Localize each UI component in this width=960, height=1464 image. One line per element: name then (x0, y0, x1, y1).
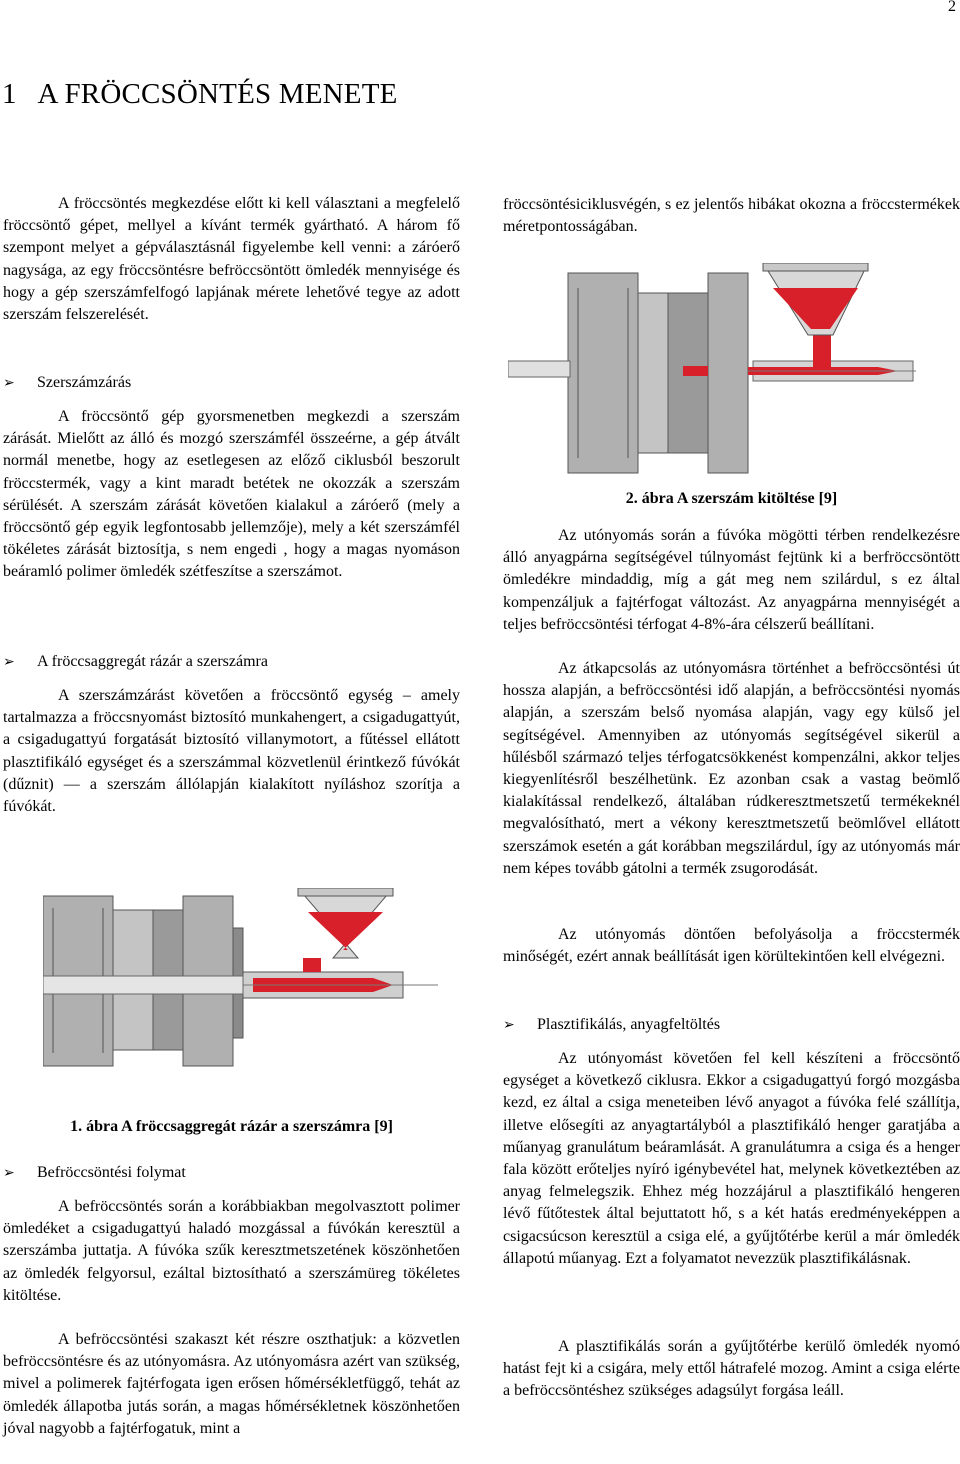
bullet-heading: A fröccsaggregát rázár a szerszámra (37, 653, 268, 670)
figure-1-caption: 1. ábra A fröccsaggregát rázár a szerszámra [9] (70, 1118, 393, 1135)
arrow-bullet-icon: ➢ (503, 1017, 515, 1033)
right-paragraph-atkapcsolas: Az átkapcsolás az utónyomásra történhet a befröccsöntési út hossza alapján, a befröccsöntési idő alapján, a befröccsöntési nyomás alapján, a szerszám belső nyomása alapján, vagy egy külső jel segítségével. Amennyiben az utónyomás segítségével sikerül a hűlésből származó teljes térfogatcsökkenést kompenzálni, akkor teljes kiegyenlítésről beszélhetünk. Ez azonban csak a vastag beömlő kialakítással rendelkező, általában rúdkeresztmetszetű termékeknél megvalósítható, mert a vékony keresztmetszetű beömlővel ellátott szerszámok esetén a gát korábban megszilárdul, így az utónyomás már nem képes tovább gátolni a termék zsugorodását. (503, 660, 960, 877)
page-number: 2 (948, 0, 956, 15)
chapter-title: 1 A FRÖCCSÖNTÉS MENETE (2, 78, 398, 110)
left-paragraph-intro: A fröccsöntés megkezdése előtt ki kell választani a megfelelő fröccsöntő gépet, mellyel a kívánt termék gyártható. A három fő szempont melyet a gépválasztásnál figyelembe kell venni: a záróerő nagysága, az egy fröccsöntésre befröccsöntött ömledék mennyisége és hogy a gép szerszámfelfogó lapjának mérete lehetővé tegye az adott szerszám felszerelését. (3, 195, 460, 324)
arrow-bullet-icon: ➢ (3, 654, 15, 670)
left-paragraph-befroccsontes: A befröccsöntés során a korábbiakban megolvasztott polimer ömledéket a csigadugattyú haladó mozgással a fúvókán keresztül a szerszámba juttatja. A fúvóka szűk keresztmetszetének köszönhetően az ömledék felgyorsul, ezáltal biztosítható a szerszámüreg tökéletes kitöltése. (3, 1198, 460, 1304)
bullet-befroccsontes (3, 1162, 186, 1184)
arrow-bullet-icon: ➢ (3, 1165, 15, 1181)
bullet-szerszamzaras (3, 372, 131, 394)
bullet-plasztifikalas (503, 1014, 720, 1036)
right-paragraph-minoseg: Az utónyomás döntően befolyásolja a fröccstermék minőségét, ezért annak beállítását igen körültekintően kell elvégezni. (503, 926, 960, 966)
left-paragraph-szakaszok: A befröccsöntési szakaszt két részre oszthatjuk: a közvetlen befröccsöntésre és az utónyomásra. Az utónyomásra azért van szükség, mivel a polimerek fajtérfogata igen erősen hőmérsékletfüggő, tehát az ömledék állapotba jutás során, a magas hőmérsékletnek köszönhetően jóval nagyobb a fajtérfogatuk, mint a (3, 1331, 460, 1437)
figure-2-mould-filling-diagram (508, 263, 918, 475)
right-paragraph-continuation: fröccsöntésiciklusvégén, s ez jelentős hibákat okozna a fröccstermékek méretpontosságában. (503, 196, 960, 236)
bullet-aggregat (3, 651, 268, 673)
right-paragraph-utonyomas: Az utónyomás során a fúvóka mögötti térben rendelkezésre álló anyagpárna segítségével túlnyomást fejtünk ki a berfröccsöntött ömledékre mindaddig, míg a gát meg nem szilárdul, s ez által kompenzáljuk a fajtérfogat változást. Az anyagpárna mennyiségét a teljes befröccsöntési térfogat 4-8%-ára célszerű beállítani. (503, 527, 960, 633)
arrow-bullet-icon: ➢ (3, 375, 15, 391)
figure-1-injection-unit-diagram (43, 888, 443, 1103)
right-paragraph-plasztifikalas: Az utónyomást követően fel kell készíteni a fröccsöntő egységet a következő ciklusra. Ekkor a csigadugattyú forgó mozgásba kezd, ez által a csiga meneteiben lévő anyagot a fúvóka felé szállítja, illetve elősegíti az anyagtartályból a plasztifikáló henger garatjába a műanyag granulátum beáramlását. A granulátumra a csiga és a henger fala között erőteljes nyíró igénybevétel hat, melynek következtében az anyag felmelegszik. Ehhez még hozzájárul a plasztifikáló hengeren lévő fűtőtestek által bejuttatott hő, s a két hatás eredményeképpen a csigacsúcson keresztül a csiga elé, a gyűjtőtérbe kerül a már ömledék állapotú műanyag. Ezt a folyamatot nevezzük plasztifikálásnak. (503, 1050, 960, 1267)
left-paragraph-aggregat: A szerszámzárást követően a fröccsöntő egység – amely tartalmazza a fröccsnyomást biztosító munkahengert, a csigadugattyút, a csigadugattyú forgatását biztosító villanymotort, a fűtéssel ellátott plasztifikáló egységet és a szerszámmal közvetlenül érintkező fúvókát (dűznit) — a szerszám állólapján kialakított nyíláshoz szorítja a fúvókát. (3, 687, 460, 816)
left-paragraph-szerszamzaras: A fröccsöntő gép gyorsmenetben megkezdi a szerszám zárását. Mielőtt az álló és mozgó szerszámfél összeérne, a gép átvált normál menetbe, hogy az esetlegesen az előző ciklusból beszorult fröccstermék, vagy a kint maradt betétek ne okozzák a szerszám sérülését. A szerszám zárását követően kialakul a záróerő (mely a fröccsöntő gép egyik legfontosabb jellemzője), mely a két szerszámfél tökéletes zárását biztosítja, s nem engedi , hogy a magas nyomáson beáramló polimer ömledék szétfeszítse a szerszámot. (3, 408, 460, 581)
figure-2-caption: 2. ábra A szerszám kitöltése [9] (625, 490, 838, 507)
bullet-heading: Plasztifikálás, anyagfeltöltés (537, 1016, 721, 1033)
bullet-heading: Befröccsöntési folymat (37, 1164, 186, 1181)
right-paragraph-gyujtoter: A plasztifikálás során a gyűjtőtérbe kerülő ömledék nyomó hatást fejt ki a csigára, mely ettől hátrafelé mozog. Amint a csiga elérte a befröccsöntéshez szükséges adagsúlyt forgása leáll. (503, 1338, 960, 1400)
bullet-heading: Szerszámzárás (37, 374, 132, 391)
